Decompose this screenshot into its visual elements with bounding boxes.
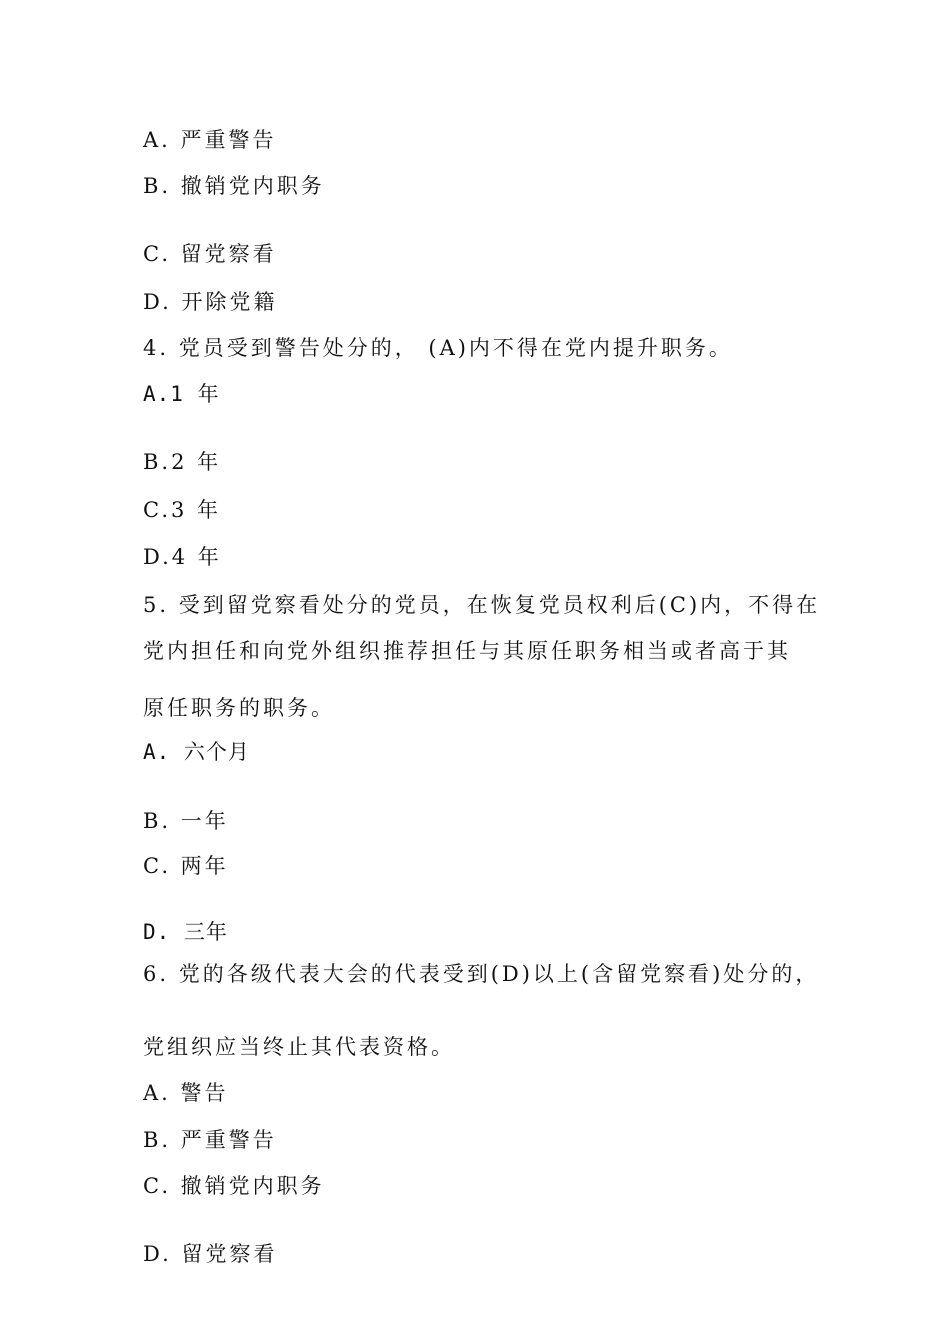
q4-option-d: D.4 年 — [143, 545, 222, 569]
q3-option-b: B. 撤销党内职务 — [143, 174, 325, 198]
q4-option-c: C.3 年 — [143, 498, 222, 522]
q3-option-a: A. 严重警告 — [143, 128, 277, 152]
q3-option-c: C. 留党察看 — [143, 242, 277, 266]
q5-option-b: B. 一年 — [143, 809, 229, 833]
q6-option-b: B. 严重警告 — [143, 1128, 277, 1152]
question-5-line-2: 党内担任和向党外组织推荐担任与其原任职务相当或者高于其 — [143, 639, 791, 663]
question-6-line-2: 党组织应当终止其代表资格。 — [143, 1035, 455, 1059]
q6-option-d: D. 留党察看 — [143, 1242, 278, 1266]
question-5-line-1: 5. 受到留党察看处分的党员，在恢复党员权利后(C)内，不得在 — [143, 593, 821, 617]
question-6-line-1: 6. 党的各级代表大会的代表受到(D)以上(含留党察看)处分的， — [143, 962, 820, 986]
q4-option-b: B.2 年 — [143, 450, 222, 474]
q3-option-d: D. 开除党籍 — [143, 290, 278, 314]
question-5-line-3: 原任职务的职务。 — [143, 696, 335, 720]
q4-option-a: A.1 年 — [143, 382, 220, 406]
q5-option-c: C. 两年 — [143, 854, 229, 878]
q6-option-c: C. 撤销党内职务 — [143, 1174, 325, 1198]
q5-option-d: D. 三年 — [143, 920, 228, 944]
q5-option-a: A. 六个月 — [143, 740, 250, 764]
q6-option-a: A. 警告 — [143, 1081, 229, 1105]
question-4: 4. 党员受到警告处分的， (A)内不得在党内提升职务。 — [143, 336, 733, 360]
